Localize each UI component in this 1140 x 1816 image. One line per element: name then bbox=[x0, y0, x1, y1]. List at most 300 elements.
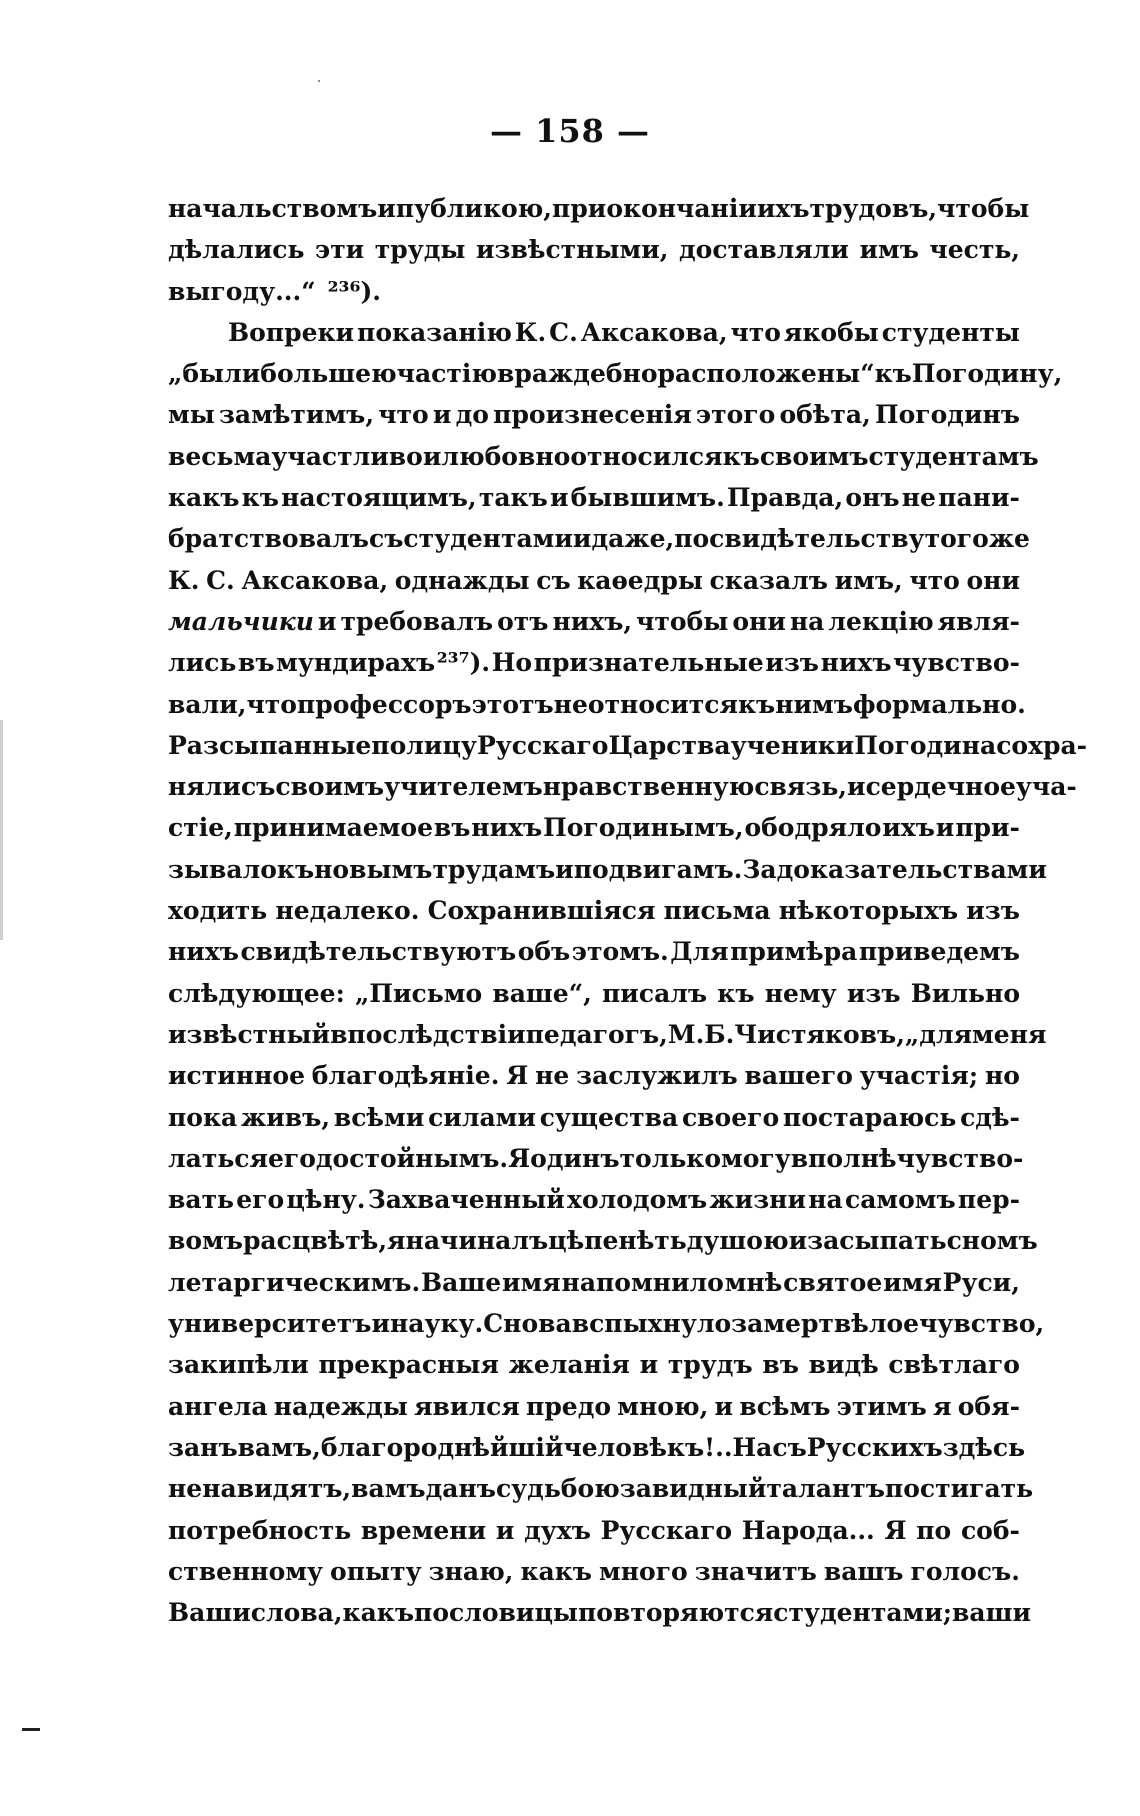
word: имъ, bbox=[834, 565, 903, 595]
word: Вильно bbox=[910, 978, 1020, 1008]
word: приведемъ bbox=[858, 937, 1020, 967]
word: Русскаго bbox=[476, 730, 609, 760]
word: по bbox=[916, 1515, 952, 1545]
word: К. bbox=[514, 317, 547, 347]
word: къ bbox=[717, 978, 755, 1008]
word: Ваши bbox=[168, 1598, 251, 1628]
word: завидный bbox=[619, 1474, 767, 1504]
word: же bbox=[988, 524, 1030, 554]
word: я bbox=[933, 1391, 952, 1421]
word: человѣкъ!.. bbox=[563, 1432, 733, 1462]
word: нихъ bbox=[168, 937, 239, 967]
word: къ bbox=[874, 359, 912, 389]
word: трудовъ, bbox=[809, 194, 938, 223]
word: и bbox=[377, 194, 396, 223]
word: Руси, bbox=[942, 1267, 1020, 1297]
word: Погодина bbox=[854, 730, 997, 760]
word: къ bbox=[276, 854, 315, 884]
text-line bbox=[168, 1014, 1047, 1055]
word: вполнѣ bbox=[790, 1143, 897, 1173]
word: святое bbox=[783, 1267, 883, 1297]
word: лицу bbox=[406, 730, 477, 760]
word: ихъ bbox=[756, 194, 810, 223]
word: стіе, bbox=[168, 813, 233, 843]
word: того bbox=[924, 524, 989, 554]
word: и bbox=[432, 400, 452, 430]
word: и bbox=[639, 1350, 659, 1380]
word: засыпать bbox=[807, 1226, 947, 1256]
word: новымъ bbox=[314, 854, 433, 884]
word: Чистяковъ, bbox=[734, 1019, 905, 1049]
word: ваше“, bbox=[492, 978, 592, 1008]
word: педагогъ, bbox=[525, 1019, 668, 1049]
text-line bbox=[168, 1179, 1020, 1220]
scan-speck bbox=[318, 80, 320, 82]
word: духъ bbox=[524, 1515, 591, 1545]
word: расположены“ bbox=[657, 359, 875, 389]
word: что bbox=[730, 317, 781, 347]
word: весьма bbox=[168, 441, 272, 471]
word: потребность bbox=[168, 1515, 352, 1545]
word: голосъ. bbox=[910, 1556, 1020, 1586]
word: что bbox=[378, 400, 429, 430]
text-line bbox=[168, 684, 1026, 725]
word: бывшимъ. bbox=[570, 483, 725, 513]
word: этотъ bbox=[471, 689, 554, 719]
word: вашего bbox=[744, 1061, 853, 1091]
word: доказательствами bbox=[776, 854, 1047, 884]
word: въ bbox=[433, 813, 471, 843]
word: вать bbox=[168, 1185, 235, 1215]
word: К. bbox=[168, 565, 200, 595]
text-line bbox=[168, 931, 1020, 972]
word: частію bbox=[396, 359, 497, 389]
word: слѣдующее: bbox=[168, 978, 345, 1008]
text-line bbox=[168, 188, 1030, 229]
word: заслужилъ bbox=[576, 1061, 738, 1091]
text-line bbox=[168, 1097, 1020, 1138]
word: ихъ bbox=[882, 813, 935, 843]
word: имя bbox=[501, 1267, 561, 1297]
text-line bbox=[168, 312, 1020, 353]
word: и bbox=[572, 524, 592, 554]
word: благороднѣйшій bbox=[320, 1432, 564, 1462]
word: и bbox=[555, 854, 574, 884]
word: къ bbox=[722, 441, 760, 471]
word: и bbox=[549, 483, 569, 513]
word: мною, bbox=[617, 1391, 709, 1421]
word: благодѣяніе. bbox=[311, 1061, 500, 1091]
word: подвигамъ. bbox=[573, 854, 743, 884]
word: цѣпенѣть bbox=[548, 1226, 687, 1256]
word: своимъ bbox=[275, 772, 385, 802]
word: Насъ bbox=[732, 1432, 807, 1462]
word: и bbox=[422, 441, 442, 471]
word: имъ bbox=[859, 235, 919, 265]
text-line bbox=[168, 973, 1020, 1014]
text-line bbox=[168, 518, 1030, 559]
word: Народа... bbox=[741, 1515, 875, 1545]
word: эти bbox=[314, 235, 365, 265]
word: силами bbox=[428, 1102, 536, 1132]
word: сохра- bbox=[996, 730, 1088, 760]
word: всѣмъ bbox=[739, 1391, 831, 1421]
word: Я bbox=[884, 1515, 907, 1545]
word: что bbox=[246, 689, 297, 719]
word: съ bbox=[536, 565, 571, 595]
text-line bbox=[168, 1386, 1020, 1427]
word: живъ, bbox=[241, 1102, 331, 1132]
text-line bbox=[168, 1262, 1020, 1303]
word: студентами; bbox=[773, 1598, 953, 1628]
word: не bbox=[553, 689, 588, 719]
word: пани- bbox=[938, 483, 1020, 513]
text-line bbox=[168, 353, 1063, 394]
word: зывало bbox=[168, 854, 277, 884]
word: ²³⁶). bbox=[327, 276, 381, 306]
word: здѣсь bbox=[942, 1432, 1026, 1462]
word: времени bbox=[360, 1515, 487, 1545]
margin-scan-shadow bbox=[0, 720, 3, 940]
word: профессоръ bbox=[296, 689, 472, 719]
word: Погодинымъ, bbox=[543, 813, 744, 843]
word: съ bbox=[240, 772, 276, 802]
word: примѣра bbox=[730, 937, 858, 967]
text-line bbox=[168, 1344, 1020, 1385]
word: начальствомъ bbox=[168, 194, 378, 223]
word: окончаніи bbox=[606, 194, 757, 223]
word: Захваченный bbox=[367, 1185, 565, 1215]
word: „Письмо bbox=[355, 978, 483, 1008]
word: науку. bbox=[389, 1309, 484, 1339]
word: мы bbox=[168, 400, 215, 430]
word: мальчики bbox=[168, 606, 314, 636]
word: даже, bbox=[591, 524, 675, 554]
word: М. bbox=[667, 1019, 705, 1049]
word: слова, bbox=[250, 1598, 343, 1628]
word: студентами bbox=[403, 524, 573, 554]
word: начиналъ bbox=[405, 1226, 549, 1256]
word: предо bbox=[526, 1391, 612, 1421]
word: любовно bbox=[441, 441, 571, 471]
word: труды bbox=[374, 235, 466, 265]
text-line bbox=[168, 766, 1077, 807]
word: ангела bbox=[168, 1391, 268, 1421]
word: къ bbox=[241, 483, 279, 513]
word: свидѣтельству bbox=[709, 524, 925, 554]
word: большею bbox=[260, 359, 397, 389]
word: и bbox=[317, 606, 337, 636]
word: нихъ, bbox=[552, 606, 633, 636]
word: участія; bbox=[859, 1061, 979, 1091]
word: няли bbox=[168, 772, 241, 802]
word: этого bbox=[695, 400, 776, 430]
word: уча- bbox=[1015, 772, 1077, 802]
word: С. bbox=[206, 565, 235, 595]
word: одинъ bbox=[530, 1143, 620, 1173]
word: постигать bbox=[884, 1474, 1034, 1504]
word: ²³⁷). bbox=[436, 648, 491, 678]
word: произнесенія bbox=[493, 400, 692, 430]
word: данъ bbox=[425, 1474, 496, 1504]
word: холодомъ bbox=[567, 1185, 708, 1215]
word: не bbox=[535, 1061, 570, 1091]
word: повторяются bbox=[577, 1598, 774, 1628]
word: извѣстными, bbox=[476, 235, 669, 265]
word: и bbox=[495, 1515, 515, 1545]
word: студентамъ bbox=[868, 441, 1039, 471]
word: Но bbox=[491, 648, 533, 678]
word: летаргическимъ. bbox=[168, 1267, 421, 1297]
word: Ваше bbox=[421, 1267, 502, 1297]
text-line bbox=[168, 601, 1020, 642]
word: но bbox=[984, 1061, 1020, 1091]
word: связь, bbox=[754, 772, 848, 802]
body-text bbox=[168, 188, 1088, 1633]
word: своего bbox=[681, 1102, 780, 1132]
word: на bbox=[789, 606, 825, 636]
word: чтобы bbox=[636, 606, 729, 636]
word: сердечное bbox=[865, 772, 1016, 802]
word: сдѣ- bbox=[960, 1102, 1020, 1132]
text-line bbox=[168, 1220, 1038, 1261]
word: Царства bbox=[608, 730, 731, 760]
text-line bbox=[168, 725, 1088, 766]
word: ученики bbox=[730, 730, 855, 760]
text-line bbox=[168, 1551, 1020, 1592]
word: трудамъ bbox=[432, 854, 556, 884]
word: латься bbox=[168, 1143, 268, 1173]
word: Вопреки bbox=[228, 317, 355, 347]
word: Я bbox=[508, 1143, 531, 1173]
word: нему bbox=[764, 978, 837, 1008]
word: учителемъ bbox=[384, 772, 543, 802]
word: какъ bbox=[168, 483, 240, 513]
word: закипѣли bbox=[168, 1350, 309, 1380]
word: мнѣ bbox=[724, 1267, 783, 1297]
word: лекцію bbox=[828, 606, 934, 636]
word: пока bbox=[168, 1102, 238, 1132]
word: они bbox=[966, 565, 1020, 595]
word: на bbox=[808, 1185, 843, 1215]
word: университетъ bbox=[168, 1309, 372, 1339]
word: честь, bbox=[929, 235, 1020, 265]
word: и bbox=[714, 1391, 734, 1421]
text-line bbox=[168, 560, 1020, 601]
word: ненавидятъ, bbox=[168, 1474, 352, 1504]
word: требовалъ bbox=[340, 606, 494, 636]
text-line bbox=[168, 436, 1039, 477]
word: ственному bbox=[168, 1556, 323, 1586]
word: и bbox=[847, 772, 866, 802]
word: они bbox=[732, 606, 786, 636]
word: судьбою bbox=[495, 1474, 620, 1504]
word: нихъ bbox=[471, 813, 543, 843]
word: изъ bbox=[966, 896, 1020, 926]
word: письма bbox=[663, 896, 771, 926]
word: свѣтлаго bbox=[888, 1350, 1020, 1380]
word: вали, bbox=[168, 689, 247, 719]
word: что bbox=[909, 565, 960, 595]
word: каѳедры bbox=[577, 565, 703, 595]
word: надежды bbox=[273, 1391, 408, 1421]
word: ваши bbox=[952, 1598, 1032, 1628]
word: Снова bbox=[483, 1309, 572, 1339]
word: его bbox=[236, 1185, 285, 1215]
word: имя bbox=[883, 1267, 942, 1297]
word: принимаемое bbox=[233, 813, 433, 843]
word: нравственную bbox=[542, 772, 755, 802]
word: свидѣтельствуютъ bbox=[240, 937, 517, 967]
margin-tick-mark bbox=[22, 1728, 40, 1731]
word: Погодину, bbox=[911, 359, 1063, 389]
word: братствовалъ bbox=[168, 524, 369, 554]
word: при- bbox=[955, 813, 1020, 843]
word: ободряло bbox=[744, 813, 882, 843]
word: своимъ bbox=[759, 441, 869, 471]
text-line bbox=[168, 1592, 1032, 1633]
word: существа bbox=[539, 1102, 679, 1132]
word: опыту bbox=[330, 1556, 422, 1586]
word: Разсыпанные bbox=[168, 730, 372, 760]
word: занъ bbox=[168, 1432, 238, 1462]
word: въ bbox=[762, 1350, 799, 1380]
word: нѣкоторыхъ bbox=[778, 896, 959, 926]
word: извѣстный bbox=[168, 1019, 331, 1049]
word: и bbox=[935, 813, 955, 843]
word: Б. bbox=[704, 1019, 735, 1049]
word: вамъ bbox=[351, 1474, 426, 1504]
word: вамъ, bbox=[237, 1432, 321, 1462]
word: Русскихъ bbox=[806, 1432, 943, 1462]
word: какъ bbox=[520, 1556, 592, 1586]
word: какъ bbox=[342, 1598, 415, 1628]
word: желанія bbox=[508, 1350, 630, 1380]
word: видѣ bbox=[808, 1350, 879, 1380]
word: самомъ bbox=[844, 1185, 956, 1215]
text-line bbox=[168, 849, 1047, 890]
word: нихъ bbox=[820, 648, 892, 678]
word: сказалъ bbox=[709, 565, 828, 595]
word: нимъ bbox=[775, 689, 853, 719]
word: однажды bbox=[394, 565, 530, 595]
word: обя- bbox=[957, 1391, 1020, 1421]
word: „были bbox=[168, 359, 261, 389]
text-line bbox=[168, 890, 1020, 931]
word: меня bbox=[972, 1019, 1047, 1049]
word: якобы bbox=[783, 317, 879, 347]
word: этомъ. bbox=[571, 937, 669, 967]
word: Аксакова, bbox=[241, 565, 389, 595]
word: показанію bbox=[357, 317, 512, 347]
word: душою bbox=[686, 1226, 789, 1256]
word: жизни bbox=[709, 1185, 806, 1215]
word: участливо bbox=[271, 441, 423, 471]
word: ходить bbox=[168, 896, 268, 926]
word: напомнило bbox=[561, 1267, 724, 1297]
word: относится bbox=[587, 689, 738, 719]
text-line bbox=[168, 229, 1020, 270]
word: по bbox=[371, 730, 407, 760]
text-line bbox=[168, 642, 1020, 683]
text-line bbox=[168, 1468, 1034, 1509]
word: С. bbox=[549, 317, 578, 347]
word: настоящимъ, bbox=[281, 483, 477, 513]
word: значитъ bbox=[694, 1556, 817, 1586]
word: я bbox=[387, 1226, 406, 1256]
word: явился bbox=[414, 1391, 520, 1421]
word: впослѣдствіи bbox=[330, 1019, 526, 1049]
text-line bbox=[168, 394, 1020, 435]
word: достойнымъ. bbox=[315, 1143, 509, 1173]
word: постараюсь bbox=[782, 1102, 957, 1132]
word: знаю, bbox=[428, 1556, 514, 1586]
text-line bbox=[168, 1055, 1020, 1096]
word: дѣлались bbox=[168, 235, 305, 265]
word: и bbox=[788, 1226, 808, 1256]
word: относился bbox=[570, 441, 723, 471]
word: замѣтимъ, bbox=[218, 400, 375, 430]
word: выгоду...“ bbox=[168, 276, 316, 306]
word: съ bbox=[368, 524, 404, 554]
word: расцвѣтѣ, bbox=[242, 1226, 388, 1256]
word: онъ bbox=[845, 483, 900, 513]
word: могу bbox=[721, 1143, 791, 1173]
word: такъ bbox=[478, 483, 548, 513]
word: соб- bbox=[960, 1515, 1020, 1545]
text-line bbox=[168, 1427, 1026, 1468]
word: трудъ bbox=[667, 1350, 753, 1380]
word: цѣну. bbox=[286, 1185, 366, 1215]
word: до bbox=[455, 400, 489, 430]
word: чувство- bbox=[896, 1143, 1024, 1173]
word: въ bbox=[237, 648, 275, 678]
word: обѣта, bbox=[779, 400, 871, 430]
word: доставляли bbox=[679, 235, 849, 265]
word: по bbox=[674, 524, 710, 554]
word: истинное bbox=[168, 1061, 305, 1091]
word: „для bbox=[904, 1019, 973, 1049]
word: писалъ bbox=[602, 978, 708, 1008]
word: много bbox=[599, 1556, 688, 1586]
word: чувство- bbox=[893, 648, 1020, 678]
text-line bbox=[168, 271, 1020, 312]
word: публикою, bbox=[395, 194, 553, 223]
word: формально. bbox=[852, 689, 1026, 719]
word: недалеко. bbox=[275, 896, 420, 926]
text-line bbox=[168, 1303, 1045, 1344]
word: явля- bbox=[937, 606, 1020, 636]
word: при bbox=[552, 194, 607, 223]
text-line bbox=[168, 1138, 1024, 1179]
word: мундирахъ bbox=[276, 648, 436, 678]
word: чтобы bbox=[937, 194, 1030, 223]
word: изъ bbox=[846, 978, 901, 1008]
word: всѣми bbox=[333, 1102, 425, 1132]
word: За bbox=[742, 854, 777, 884]
word: его bbox=[267, 1143, 316, 1173]
word: изъ bbox=[765, 648, 819, 678]
word: Аксакова, bbox=[580, 317, 728, 347]
word: отъ bbox=[497, 606, 549, 636]
word: Русскаго bbox=[600, 1515, 733, 1545]
word: пословицы bbox=[414, 1598, 578, 1628]
word: не bbox=[901, 483, 936, 513]
word: прекрасныя bbox=[318, 1350, 499, 1380]
word: Сохранившіяся bbox=[427, 896, 656, 926]
word: Для bbox=[670, 937, 729, 967]
word: вашъ bbox=[823, 1556, 904, 1586]
